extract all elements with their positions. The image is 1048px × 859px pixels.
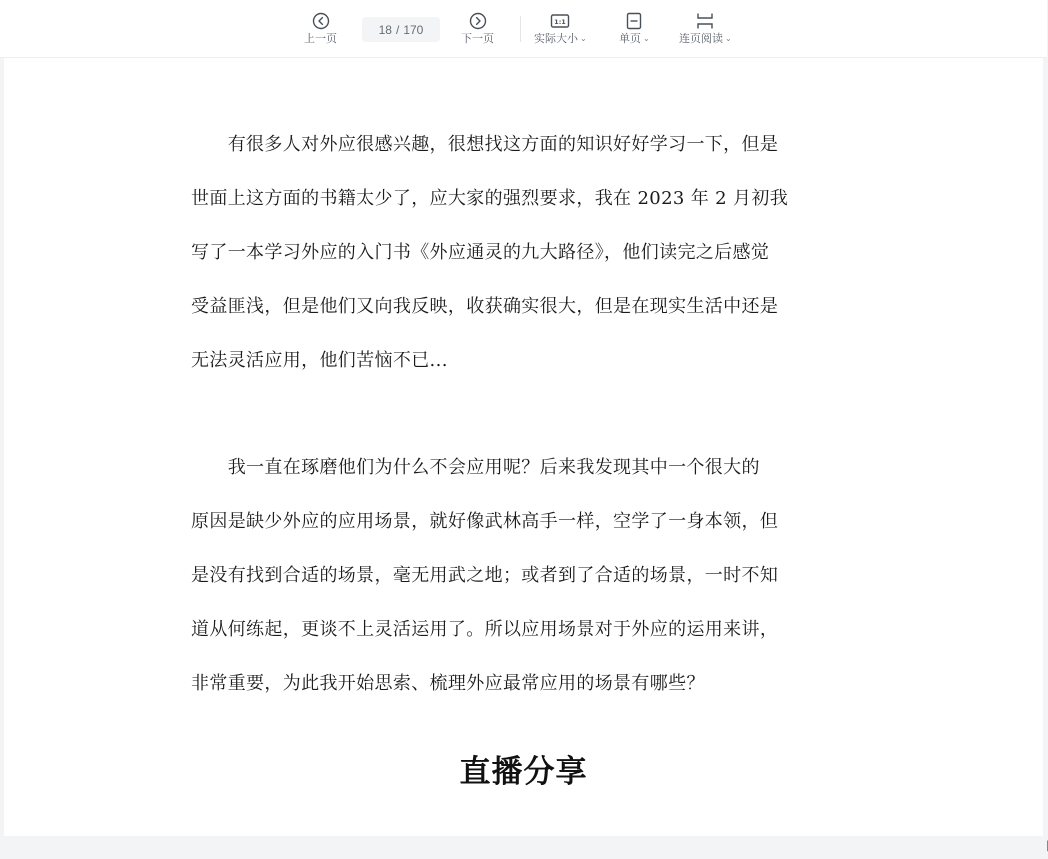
one-to-one-icon (550, 10, 570, 32)
page-number-input[interactable] (362, 17, 440, 42)
actual-size-label: 实际大小 (534, 32, 578, 45)
chevron-down-icon: ⌄ (725, 34, 732, 43)
next-page-button[interactable] (461, 10, 494, 46)
circle-chevron-left-icon (312, 10, 330, 32)
text-line: 写了一本学习外应的入门书《外应通灵的九大路径》，他们读完之后感觉 (191, 242, 770, 263)
text-line: 是没有找到合适的场景，毫无用武之地；或者到了合适的场景，一时不知 (191, 565, 779, 586)
text-line: 无法灵活应用，他们苦恼不已... (191, 350, 448, 371)
paragraph-2 (191, 441, 861, 711)
horizontal-scrollbar[interactable] (0, 836, 1047, 859)
section-heading: 直播分享 (459, 754, 588, 790)
chevron-down-icon: ⌄ (580, 34, 587, 43)
prev-page-label: 上一页 (304, 32, 337, 45)
text-line: 道从何练起，更谈不上灵活运用了。所以应用场景对于外应的运用来讲， (191, 619, 779, 640)
continuous-reading-label: 连页阅读 (679, 32, 723, 45)
circle-chevron-right-icon (469, 10, 487, 32)
single-page-icon (626, 10, 642, 32)
actual-size-dropdown[interactable] (534, 10, 587, 46)
text-line: 有很多人对外应很感兴趣，很想找这方面的知识好好学习一下，但是 (191, 134, 779, 155)
paragraph-1 (191, 118, 861, 388)
text-line: 世面上这方面的书籍太少了，应大家的强烈要求，我在 2023 年 2 月初我 (191, 188, 789, 209)
text-line: 我一直在琢磨他们为什么不会应用呢？后来我发现其中一个很大的 (191, 457, 760, 478)
text-line: 受益匪浅，但是他们又向我反映，收获确实很大，但是在现实生活中还是 (191, 296, 779, 317)
reader-toolbar (0, 0, 1047, 58)
page-separator: / (395, 22, 400, 37)
next-page-label: 下一页 (461, 32, 494, 45)
single-page-label: 单页 (619, 32, 641, 45)
text-line: 原因是缺少外应的应用场景，就好像武林高手一样，空学了一身本领，但 (191, 511, 779, 532)
prev-page-button[interactable] (304, 10, 337, 46)
total-pages: 170 (403, 22, 424, 37)
svg-text:1:1: 1:1 (554, 18, 567, 26)
chevron-down-icon: ⌄ (643, 34, 650, 43)
continuous-reading-dropdown[interactable] (679, 10, 732, 46)
continuous-pages-icon (696, 10, 714, 32)
current-page: 18 (378, 22, 392, 37)
text-line: 非常重要，为此我开始思索、梳理外应最常应用的场景有哪些？ (191, 673, 705, 694)
document-page (4, 58, 1043, 836)
scroll-right-icon[interactable]: ▕ (1041, 842, 1048, 852)
toolbar-divider (520, 16, 521, 42)
single-page-dropdown[interactable] (619, 10, 650, 46)
